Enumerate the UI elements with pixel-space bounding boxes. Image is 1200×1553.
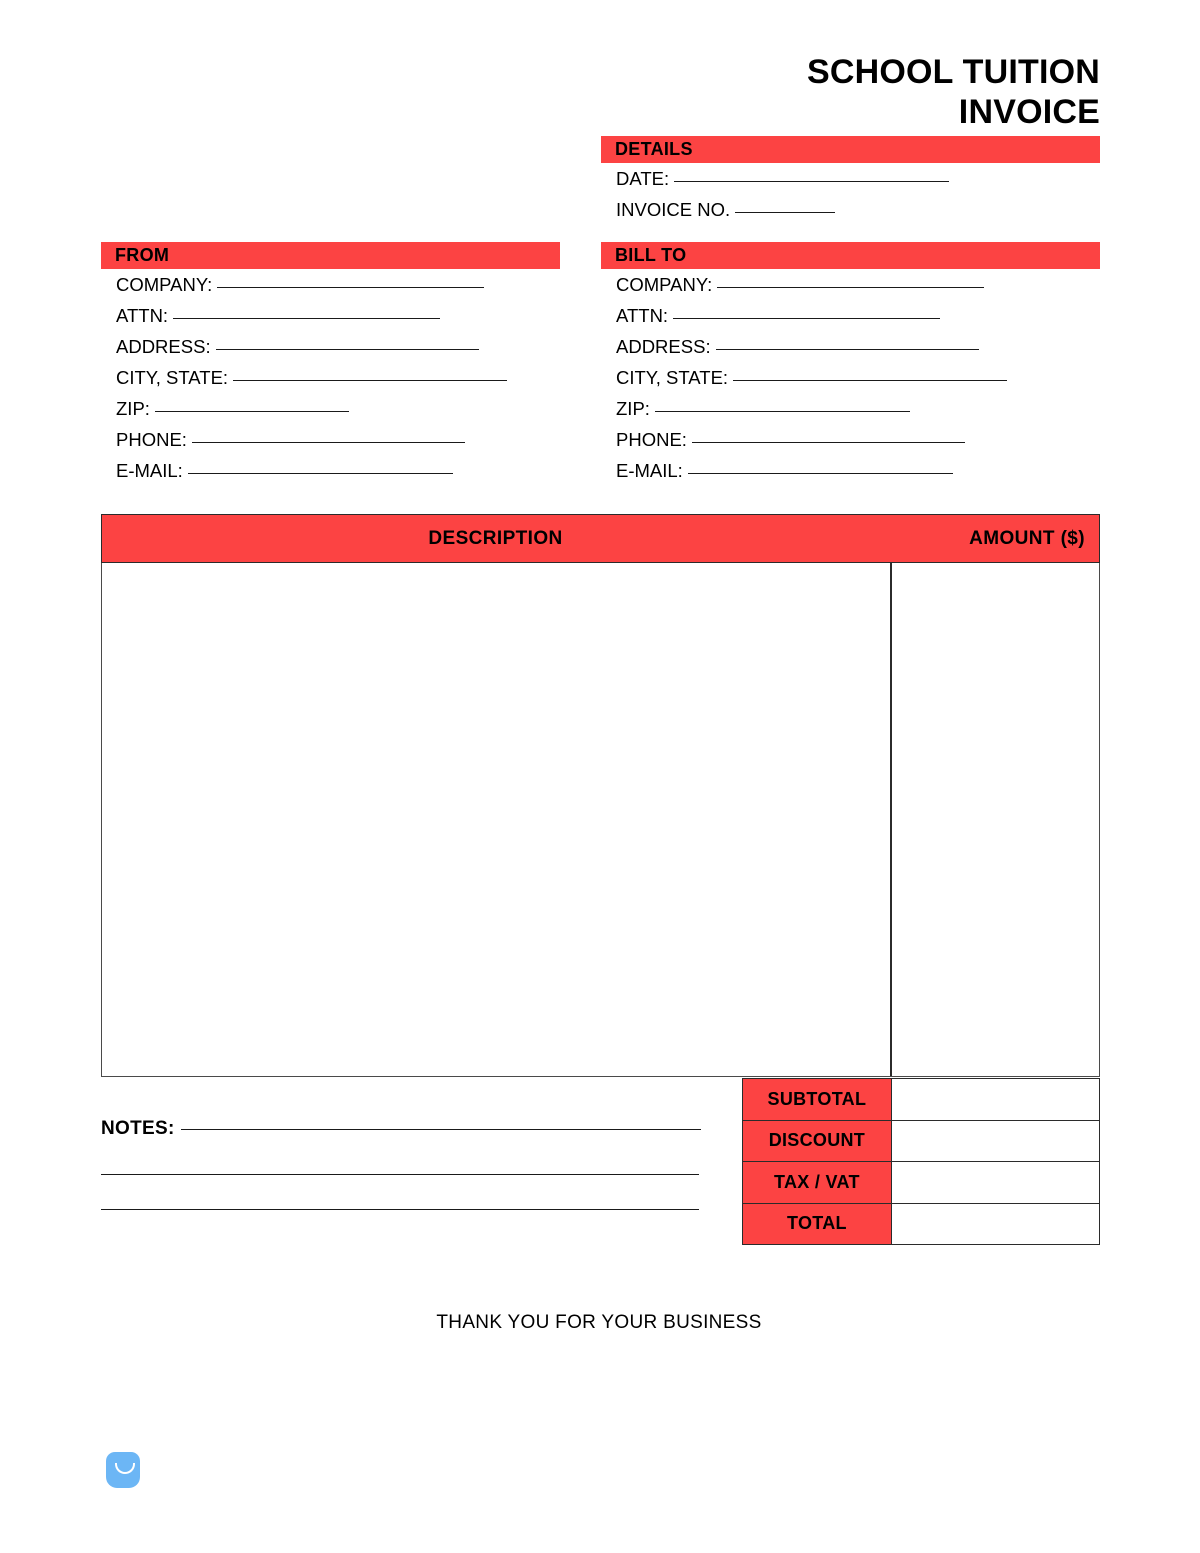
- bill-to-field-email-input[interactable]: [688, 473, 953, 474]
- brand-logo-icon: [106, 1452, 140, 1488]
- from-field-address: [116, 336, 507, 367]
- from-field-city-state-label: CITY, STATE:: [116, 367, 229, 388]
- bill-to-field-zip-label: ZIP:: [616, 398, 650, 419]
- line-items-table-header: [101, 514, 1100, 563]
- footer-thank-you-text: THANK YOU FOR YOUR BUSINESS: [436, 1312, 762, 1333]
- smile-shape-icon: [115, 1463, 135, 1474]
- page-title-line-1: SCHOOL TUITION: [806, 53, 1100, 91]
- from-section-header: [101, 242, 560, 269]
- totals-label-discount: DISCOUNT: [743, 1120, 892, 1162]
- from-field-city-state: [116, 367, 507, 398]
- totals-row-subtotal: [743, 1079, 1100, 1121]
- details-fields: [616, 168, 949, 230]
- notes-label: NOTES:: [101, 1118, 175, 1139]
- totals-row-discount: [743, 1120, 1100, 1162]
- bill-to-field-email-label: E-MAIL:: [616, 460, 683, 481]
- page-title-line-2: INVOICE: [958, 93, 1100, 132]
- from-field-email-input[interactable]: [188, 473, 453, 474]
- field-date: [616, 168, 949, 199]
- bill-to-field-phone-label: PHONE:: [616, 429, 687, 450]
- totals-value-discount[interactable]: [891, 1120, 1099, 1162]
- notes-input-line-2[interactable]: [101, 1174, 699, 1175]
- totals-row-total: [743, 1203, 1100, 1245]
- from-field-address-input[interactable]: [216, 349, 479, 350]
- bill-to-field-city-state-input[interactable]: [733, 380, 1007, 381]
- line-items-entry-area[interactable]: [101, 563, 1100, 1077]
- field-invoice-no: [616, 199, 949, 230]
- from-field-address-label: ADDRESS:: [116, 336, 211, 357]
- field-invoice-no-input[interactable]: [735, 212, 835, 213]
- from-field-email-label: E-MAIL:: [116, 460, 183, 481]
- from-field-company-input[interactable]: [217, 287, 484, 288]
- bill-to-field-attn: [616, 305, 1007, 336]
- bill-to-field-city-state-label: CITY, STATE:: [616, 367, 729, 388]
- from-field-zip-label: ZIP:: [116, 398, 150, 419]
- from-field-phone-input[interactable]: [192, 442, 465, 443]
- bill-to-fields: [616, 274, 1007, 491]
- details-heading-label: DETAILS: [615, 139, 693, 159]
- totals-label-tax-vat: TAX / VAT: [743, 1162, 892, 1204]
- column-header-amount: AMOUNT ($): [969, 527, 1085, 549]
- bill-to-field-company-label: COMPANY:: [616, 274, 713, 295]
- from-heading-label: FROM: [115, 245, 170, 265]
- from-field-email: [116, 460, 507, 491]
- from-field-company-label: COMPANY:: [116, 274, 213, 295]
- bill-to-field-address: [616, 336, 1007, 367]
- line-items-column-divider: [890, 563, 892, 1076]
- bill-to-field-phone-input[interactable]: [692, 442, 965, 443]
- notes-section: [101, 1118, 701, 1210]
- from-field-phone: [116, 429, 507, 460]
- field-date-input[interactable]: [674, 181, 949, 182]
- totals-value-tax-vat[interactable]: [891, 1162, 1099, 1204]
- from-field-attn: [116, 305, 507, 336]
- bill-to-field-zip-input[interactable]: [655, 411, 910, 412]
- totals-label-total: TOTAL: [743, 1203, 892, 1245]
- from-field-company: [116, 274, 507, 305]
- bill-to-field-email: [616, 460, 1007, 491]
- notes-input-line-3[interactable]: [101, 1209, 699, 1210]
- totals-value-subtotal[interactable]: [891, 1079, 1099, 1121]
- field-date-label: DATE:: [616, 168, 670, 189]
- from-field-attn-input[interactable]: [173, 318, 440, 319]
- from-field-zip: [116, 398, 507, 429]
- from-field-attn-label: ATTN:: [116, 305, 169, 326]
- bill-to-field-city-state: [616, 367, 1007, 398]
- notes-first-line: [101, 1118, 701, 1140]
- totals-table: [742, 1078, 1100, 1245]
- column-header-description: DESCRIPTION: [428, 527, 563, 549]
- from-field-zip-input[interactable]: [155, 411, 349, 412]
- bill-to-field-zip: [616, 398, 1007, 429]
- footer-thank-you: [0, 1312, 1200, 1334]
- bill-to-heading-label: BILL TO: [615, 245, 687, 265]
- bill-to-field-company: [616, 274, 1007, 305]
- from-field-phone-label: PHONE:: [116, 429, 187, 450]
- bill-to-field-address-label: ADDRESS:: [616, 336, 711, 357]
- bill-to-field-attn-input[interactable]: [673, 318, 940, 319]
- bill-to-section-header: [601, 242, 1100, 269]
- from-fields: [116, 274, 507, 491]
- field-invoice-no-label: INVOICE NO.: [616, 199, 731, 220]
- page-title: [600, 52, 1100, 132]
- bill-to-field-phone: [616, 429, 1007, 460]
- bill-to-field-company-input[interactable]: [717, 287, 984, 288]
- bill-to-field-attn-label: ATTN:: [616, 305, 669, 326]
- totals-row-tax-vat: [743, 1162, 1100, 1204]
- line-items-table: [101, 514, 1100, 1077]
- from-field-city-state-input[interactable]: [233, 380, 507, 381]
- details-section-header: [601, 136, 1100, 163]
- totals-value-total[interactable]: [891, 1203, 1099, 1245]
- notes-input-line-1[interactable]: [181, 1129, 701, 1130]
- bill-to-field-address-input[interactable]: [716, 349, 979, 350]
- totals-label-subtotal: SUBTOTAL: [743, 1079, 892, 1121]
